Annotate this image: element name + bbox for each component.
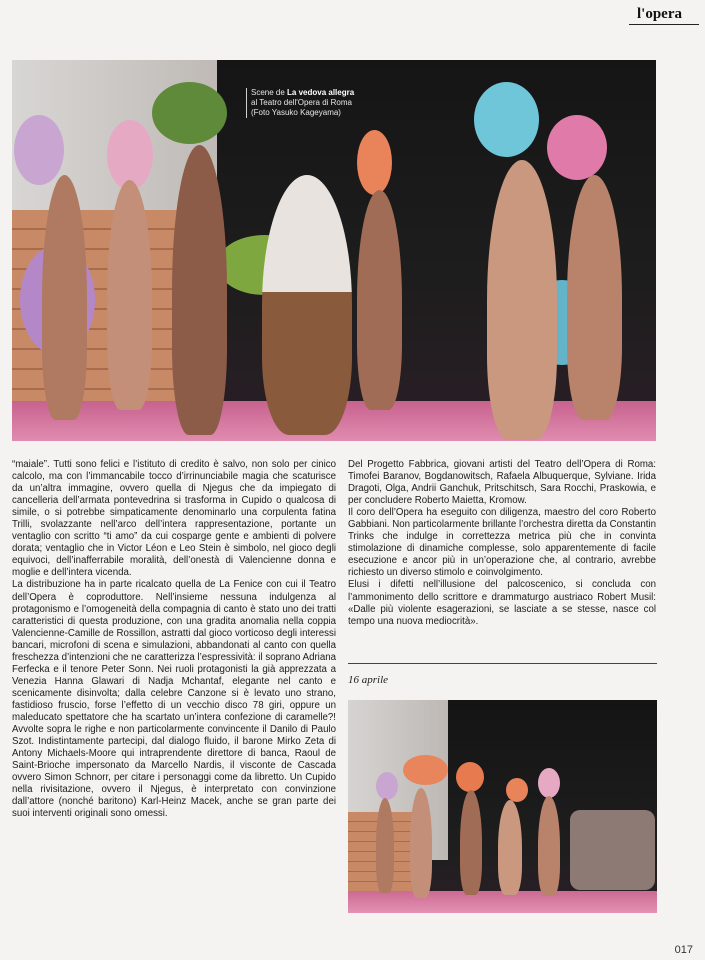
caption-line-venue: al Teatro dell'Opera di Roma (251, 98, 352, 107)
dancer-figure (107, 180, 152, 410)
photo-stage-floor (348, 891, 657, 913)
dancer-figure (376, 798, 394, 893)
plume-orange (357, 130, 392, 195)
section-label: l'opera (637, 6, 682, 22)
plume-pink (538, 768, 560, 798)
dancer-figure (357, 190, 402, 410)
photo-caption (246, 88, 401, 118)
dancer-figure (498, 800, 522, 895)
article-paragraph: “maiale”. Tutti sono felici e l’istituto di credito è salvo, non solo per cinico calcolo, ma con l’immancabile tocco d’irrinunciabile magia che scaturisce da un’altra immagine, ovvero quella di Njegus che da impiegato di cancelleria dell’armata pontevedrina si trasforma in Cupido o qualcosa di simile, o si potrebbe simpaticamente denominarlo una corpulenta fatina Trilli, svolazzante nell’arco dell’intera rappresentazione, portante un ventaglio con scritto “ti amo” da cui cosparge gente e ambienti di polvere dorata; ventaglio che in Victor Léon e Leo Stein è simbolo, nel gioco degli equivoci, dell’inafferrabile moralità, dell’onestà di Valencienne donna e moglie e dell’intera vicenda. (12, 459, 336, 579)
article-paragraph: Del Progetto Fabbrica, giovani artisti del Teatro dell’Opera di Roma: Timofei Baranov, Bogdanowitsch, Rafaela Albuquerque, Sylviane. Irida Dragoti, Olga, Andrii Ganchuk, Pritschitsch, Sara Rocchi, Praskowia, e per concludere Roberto Maietta, Kromow. (348, 459, 656, 507)
article-column-right (348, 459, 656, 628)
caption-title: La vedova allegra (287, 88, 355, 97)
plume-pink-right (547, 115, 607, 180)
plume-orange (506, 778, 528, 802)
plume-lilac (376, 772, 398, 800)
article-paragraph: Il coro dell’Opera ha eseguito con diligenza, maestro del coro Roberto Gabbiani. Non particolarmente brillante l’orchestra diretta da Constantin Trinks che indulge in correttezza metrica più che in convinta stimolazione di dinamiche complesse, solo apparentemente di facile esecuzione e ancor più in un’operazione che, al contrario, avrebbe richiesto un diverso stimolo e coinvolgimento. (348, 507, 656, 579)
chorus-group (570, 810, 655, 890)
article-column-left (12, 459, 336, 820)
stage-photo-top (12, 60, 656, 441)
dancer-figure (410, 788, 432, 898)
dancer-figure (460, 790, 482, 895)
dancer-figure (42, 175, 87, 420)
plume-green (152, 82, 227, 144)
article-date: 16 aprile (348, 674, 389, 686)
page-number: 017 (674, 944, 693, 956)
article-paragraph: Elusi i difetti nell’illusione del palcoscenico, si concluda con l’ammonimento dello scrittore e drammaturgo austriaco Robert Musil: «Dalle più violente esagerazioni, se lasciate a se stesse, nasce col tempo una nuova mediocrità». (348, 579, 656, 627)
stage-photo-bottom (348, 700, 657, 913)
plume-cyan (474, 82, 539, 157)
caption-line-credit: (Foto Yasuko Kageyama) (251, 108, 341, 117)
dancer-figure (487, 160, 557, 440)
dancer-figure (172, 145, 227, 435)
singer-figure (262, 175, 352, 435)
dancer-figure (538, 796, 560, 896)
article-paragraph: La distribuzione ha in parte ricalcato quella de La Fenice con cui il Teatro dell’Opera è coproduttore. Nell’insieme nessuna indulgenza al protagonismo e l’omogeneità della compagnia di canto è stato uno dei tratti caratteristici di questa produzione, con una gradita anomalia nella coppia Valencienne-Camille de Rossillon, astratti dal gioco vorticoso degli interessi bancari, microfoni di scena e simulazioni, abbandonati al canto con quella freschezza d’intenzioni che ne caratterizza l’espressività: il soprano Adriana Ferfecka e il tenore Peter Sonn. Nei ruoli protagonisti la già apprezzata a Venezia Hanna Glawari di Nadja Mchantaf, elegante nel canto e scenicamente disinvolta; dalla celebre Canzone si è levato uno strano, fastidioso fruscio, forse l’effetto di un vecchio disco 78 giri, oppure un maleducato spettatore che ha scartato un’intera confezione di caramelle?! Avvolte sopra le righe e non particolarmente convincente il Danilo di Paulo Szot. Indistintamente partecipi, dal dialogo fluido, il barone Mirko Zeta di Antony Michaels-Moore qui intraprendente direttore di banca, Raoul de Saint-Brioche impersonato da Marcello Nardis, il visconte de Cascada ovvero Simon Schnorr, per citare i personaggi come da libretto. Un Cupido nella rivisitazione, ovvero il Njegus, è interpretato con convinzione dall’attore (nonché baritono) Karl-Heinz Macek, anche se gran parte dei suoi interventi originali sono omessi. (12, 579, 336, 820)
dancer-figure (567, 175, 622, 420)
header-rule (629, 24, 699, 25)
caption-prefix: Scene de (251, 88, 288, 97)
plume-lilac (14, 115, 64, 185)
plume-orange (403, 755, 448, 785)
plume-orange (456, 762, 484, 792)
column-rule (348, 663, 657, 664)
